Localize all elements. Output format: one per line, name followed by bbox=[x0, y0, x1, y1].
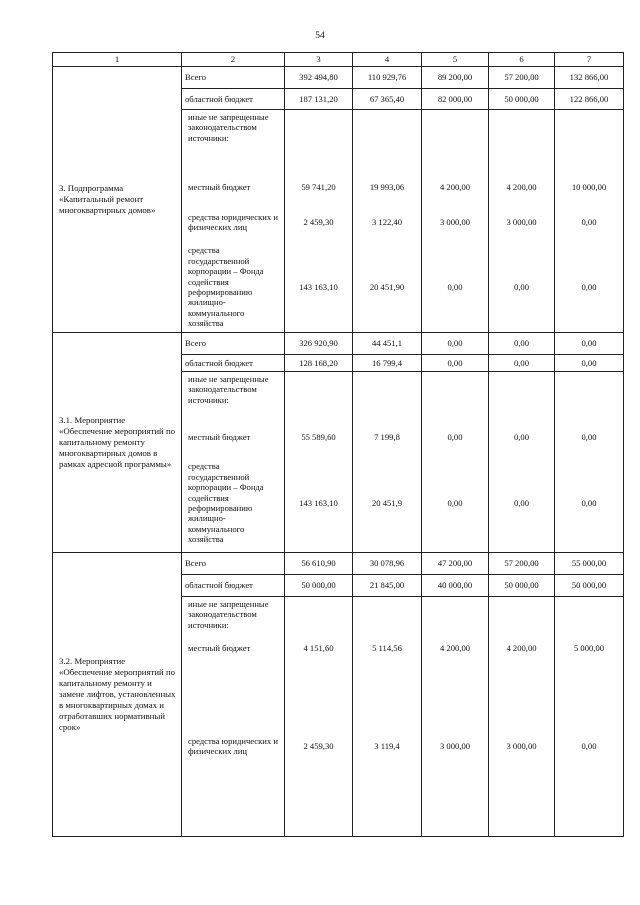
value-cell: 67 365,40 bbox=[353, 89, 422, 110]
budget-table bbox=[52, 52, 624, 837]
value-cell: 3 000,00 bbox=[439, 740, 471, 751]
value-group-cell bbox=[422, 597, 489, 837]
value-cell: 10 000,00 bbox=[571, 181, 607, 192]
value-cell: 0,00 bbox=[555, 355, 624, 372]
column-header: 3 bbox=[285, 53, 353, 67]
source-cell: областной бюджет bbox=[182, 575, 285, 597]
source-group-cell bbox=[182, 110, 285, 333]
column-header-row bbox=[53, 53, 624, 67]
source-label: средства государственной корпорации – Фонда содействия реформированию жилищно-коммунального хозяйства bbox=[188, 461, 264, 545]
column-header: 2 bbox=[182, 53, 285, 67]
value-cell: 16 799,4 bbox=[353, 355, 422, 372]
value-group-cell bbox=[555, 372, 624, 553]
value-cell: 0,00 bbox=[581, 497, 597, 508]
source-label: средства юридических и физических лиц bbox=[188, 211, 278, 232]
source-cell: Всего bbox=[182, 333, 285, 355]
value-cell: 3 000,00 bbox=[506, 216, 537, 227]
value-cell: 132 866,00 bbox=[555, 67, 624, 89]
value-cell: 0,00 bbox=[422, 333, 489, 355]
source-group-cell bbox=[182, 597, 285, 837]
value-group-cell bbox=[353, 110, 422, 333]
value-cell: 0,00 bbox=[513, 431, 530, 442]
value-cell: 56 610,90 bbox=[285, 553, 353, 575]
source-cell: областной бюджет bbox=[182, 355, 285, 372]
value-group-cell bbox=[489, 372, 555, 553]
value-cell: 3 000,00 bbox=[439, 216, 471, 227]
value-cell: 326 920,90 bbox=[285, 333, 353, 355]
source-header: иные не запрещенные законодательством источники: bbox=[188, 374, 269, 405]
value-cell: 4 200,00 bbox=[439, 643, 471, 653]
program-name-cell: 3.2. Мероприятие «Обеспечение мероприятий по капитальному ремонту и замене лифтов, установленных в многоквартирных домах и отработавших нормативный срок» bbox=[53, 553, 182, 837]
column-header: 6 bbox=[489, 53, 555, 67]
column-header: 7 bbox=[555, 53, 624, 67]
value-cell: 392 494,80 bbox=[285, 67, 353, 89]
value-cell: 89 200,00 bbox=[422, 67, 489, 89]
value-group-cell bbox=[353, 372, 422, 553]
value-cell: 0,00 bbox=[447, 497, 463, 508]
value-cell: 0,00 bbox=[447, 281, 463, 292]
source-cell: Всего bbox=[182, 553, 285, 575]
value-group-cell bbox=[285, 372, 353, 553]
value-cell: 0,00 bbox=[581, 281, 597, 292]
value-cell: 50 000,00 bbox=[285, 575, 353, 597]
value-group-cell bbox=[555, 597, 624, 837]
value-cell: 2 459,30 bbox=[303, 216, 334, 227]
table-row bbox=[53, 67, 624, 89]
value-cell: 59 741,20 bbox=[301, 181, 336, 192]
value-cell: 0,00 bbox=[489, 333, 555, 355]
source-label: местный бюджет bbox=[188, 431, 251, 442]
table-row bbox=[53, 553, 624, 575]
column-header: 1 bbox=[53, 53, 182, 67]
program-name-cell: 3. Подпрограмма «Капитальный ремонт многоквартирных домов» bbox=[53, 67, 182, 333]
value-cell: 2 459,30 bbox=[303, 740, 334, 751]
value-cell: 0,00 bbox=[581, 216, 597, 227]
value-cell: 0,00 bbox=[555, 333, 624, 355]
value-cell: 110 929,76 bbox=[353, 67, 422, 89]
value-cell: 0,00 bbox=[581, 740, 597, 751]
value-cell: 4 200,00 bbox=[439, 181, 471, 192]
value-cell: 0,00 bbox=[513, 497, 530, 508]
value-cell: 0,00 bbox=[581, 431, 597, 442]
value-cell: 82 000,00 bbox=[422, 89, 489, 110]
value-cell: 3 000,00 bbox=[506, 740, 537, 751]
value-cell: 20 451,9 bbox=[371, 497, 403, 508]
source-label: средства юридических и физических лиц bbox=[188, 735, 278, 756]
value-cell: 7 199,8 bbox=[374, 431, 400, 442]
value-cell: 50 000,00 bbox=[555, 575, 624, 597]
value-group-cell bbox=[422, 110, 489, 333]
value-cell: 50 000,00 bbox=[489, 575, 555, 597]
value-cell: 57 200,00 bbox=[489, 553, 555, 575]
value-cell: 0,00 bbox=[447, 431, 463, 442]
value-cell: 4 200,00 bbox=[506, 181, 537, 192]
value-group-cell bbox=[489, 597, 555, 837]
value-cell: 3 122,40 bbox=[371, 216, 403, 227]
program-name-cell: 3.1. Мероприятие «Обеспечение мероприятий по капитальному ремонту многоквартирных домов в рамках адресной программы» bbox=[53, 333, 182, 553]
value-cell: 55 589,60 bbox=[301, 431, 336, 442]
value-group-cell bbox=[422, 372, 489, 553]
value-cell: 128 168,20 bbox=[285, 355, 353, 372]
value-cell: 187 131,20 bbox=[285, 89, 353, 110]
value-cell: 4 200,00 bbox=[506, 643, 537, 653]
value-group-cell bbox=[285, 110, 353, 333]
value-group-cell bbox=[353, 597, 422, 837]
source-header: иные не запрещенные законодательством источники: bbox=[188, 599, 269, 630]
table-row bbox=[53, 333, 624, 355]
value-cell: 47 200,00 bbox=[422, 553, 489, 575]
column-header: 4 bbox=[353, 53, 422, 67]
value-group-cell bbox=[555, 110, 624, 333]
column-header: 5 bbox=[422, 53, 489, 67]
value-cell: 3 119,4 bbox=[374, 740, 400, 751]
source-label: средства государственной корпорации – Фонда содействия реформированию жилищно-коммунального хозяйства bbox=[188, 245, 264, 329]
value-cell: 30 078,96 bbox=[353, 553, 422, 575]
source-cell: областной бюджет bbox=[182, 89, 285, 110]
value-cell: 143 163,10 bbox=[299, 497, 338, 508]
source-label: местный бюджет bbox=[188, 643, 251, 653]
value-cell: 50 000,00 bbox=[489, 89, 555, 110]
source-group-cell bbox=[182, 372, 285, 553]
value-group-cell bbox=[285, 597, 353, 837]
value-cell: 21 845,00 bbox=[353, 575, 422, 597]
source-header: иные не запрещенные законодательством источники: bbox=[188, 112, 269, 143]
value-cell: 55 000,00 bbox=[555, 553, 624, 575]
value-cell: 4 151,60 bbox=[303, 643, 334, 653]
value-cell: 5 000,00 bbox=[573, 643, 605, 653]
source-cell: Всего bbox=[182, 67, 285, 89]
value-cell: 143 163,10 bbox=[299, 281, 338, 292]
value-cell: 0,00 bbox=[513, 281, 530, 292]
page-number: 54 bbox=[315, 31, 325, 41]
value-cell: 44 451,1 bbox=[353, 333, 422, 355]
value-cell: 19 993,06 bbox=[369, 181, 405, 192]
value-cell: 20 451,90 bbox=[369, 281, 405, 292]
value-cell: 122 866,00 bbox=[555, 89, 624, 110]
source-label: местный бюджет bbox=[188, 181, 251, 192]
value-cell: 5 114,56 bbox=[372, 643, 402, 653]
value-cell: 57 200,00 bbox=[489, 67, 555, 89]
value-cell: 0,00 bbox=[489, 355, 555, 372]
value-cell: 0,00 bbox=[422, 355, 489, 372]
value-cell: 40 000,00 bbox=[422, 575, 489, 597]
value-group-cell bbox=[489, 110, 555, 333]
